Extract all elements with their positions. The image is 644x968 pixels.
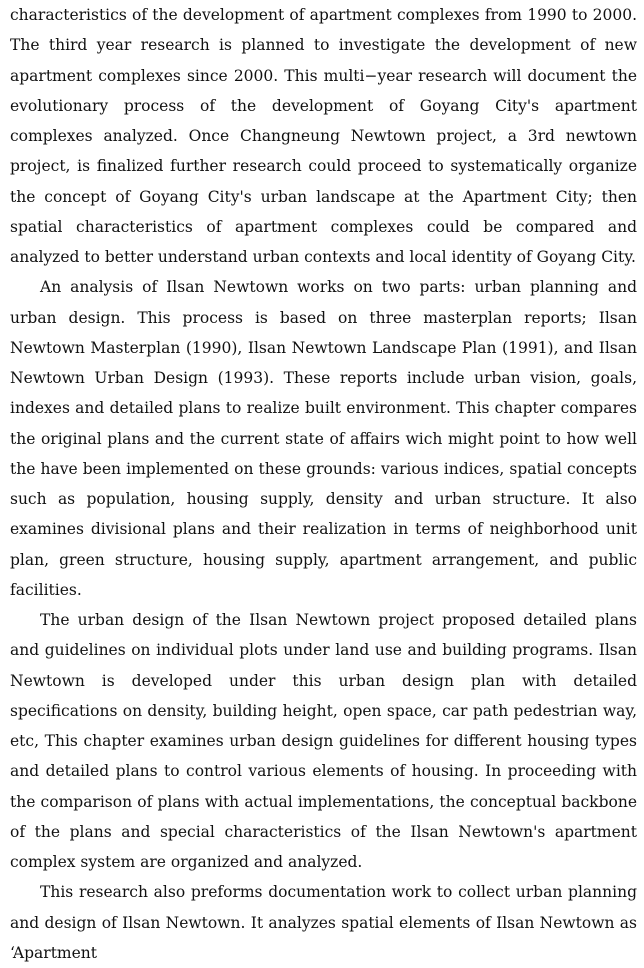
paragraph-continuation: characteristics of the development of apartment complexes from 1990 to 2000. The third year research is planned to investigate the development of new apartment complexes since 2000. This multi−year research will document the evolutionary process of the development of Goyang City's apartment complexes analyzed. Once Changneung Newtown project, a 3rd newtown project, is finalized further research could proceed to systematically organize the concept of Goyang City's urban landscape at the Apartment City; then spatial characteristics of apartment complexes could be compared and analyzed to better understand urban contexts and local identity of Goyang City. (10, 6, 637, 266)
paragraph-urban-design: The urban design of the Ilsan Newtown project proposed detailed plans and guidelines on individual plots under land use and building programs. Ilsan Newtown is developed under this urban design plan with detailed specifications on density, building height, open space, car path pedestrian way, etc, This chapter examines urban design guidelines for different housing types and detailed plans to control various elements of housing. In proceeding with the comparison of plans with actual implementations, the conceptual backbone of the plans and special characteristics of the Ilsan Newtown's apartment complex system are organized and analyzed. (10, 611, 637, 871)
paragraph-documentation: This research also preforms documentation work to collect urban planning and design of Ilsan Newtown. It analyzes spatial elements of Ilsan Newtown as ‘Apartment (10, 883, 637, 962)
document-page (10, 0, 637, 968)
paragraph-planning-analysis: An analysis of Ilsan Newtown works on two parts: urban planning and urban design. This process is based on three masterplan reports; Ilsan Newtown Masterplan (1990), Ilsan Newtown Landscape Plan (1991), and Ilsan Newtown Urban Design (1993). These reports include urban vision, goals, indexes and detailed plans to realize built environment. This chapter compares the original plans and the current state of affairs wich might point to how well the have been implemented on these grounds: various indices, spatial concepts such as population, housing supply, density and urban structure. It also examines divisional plans and their realization in terms of neighborhood unit plan, green structure, housing supply, apartment arrangement, and public facilities. (10, 278, 637, 599)
